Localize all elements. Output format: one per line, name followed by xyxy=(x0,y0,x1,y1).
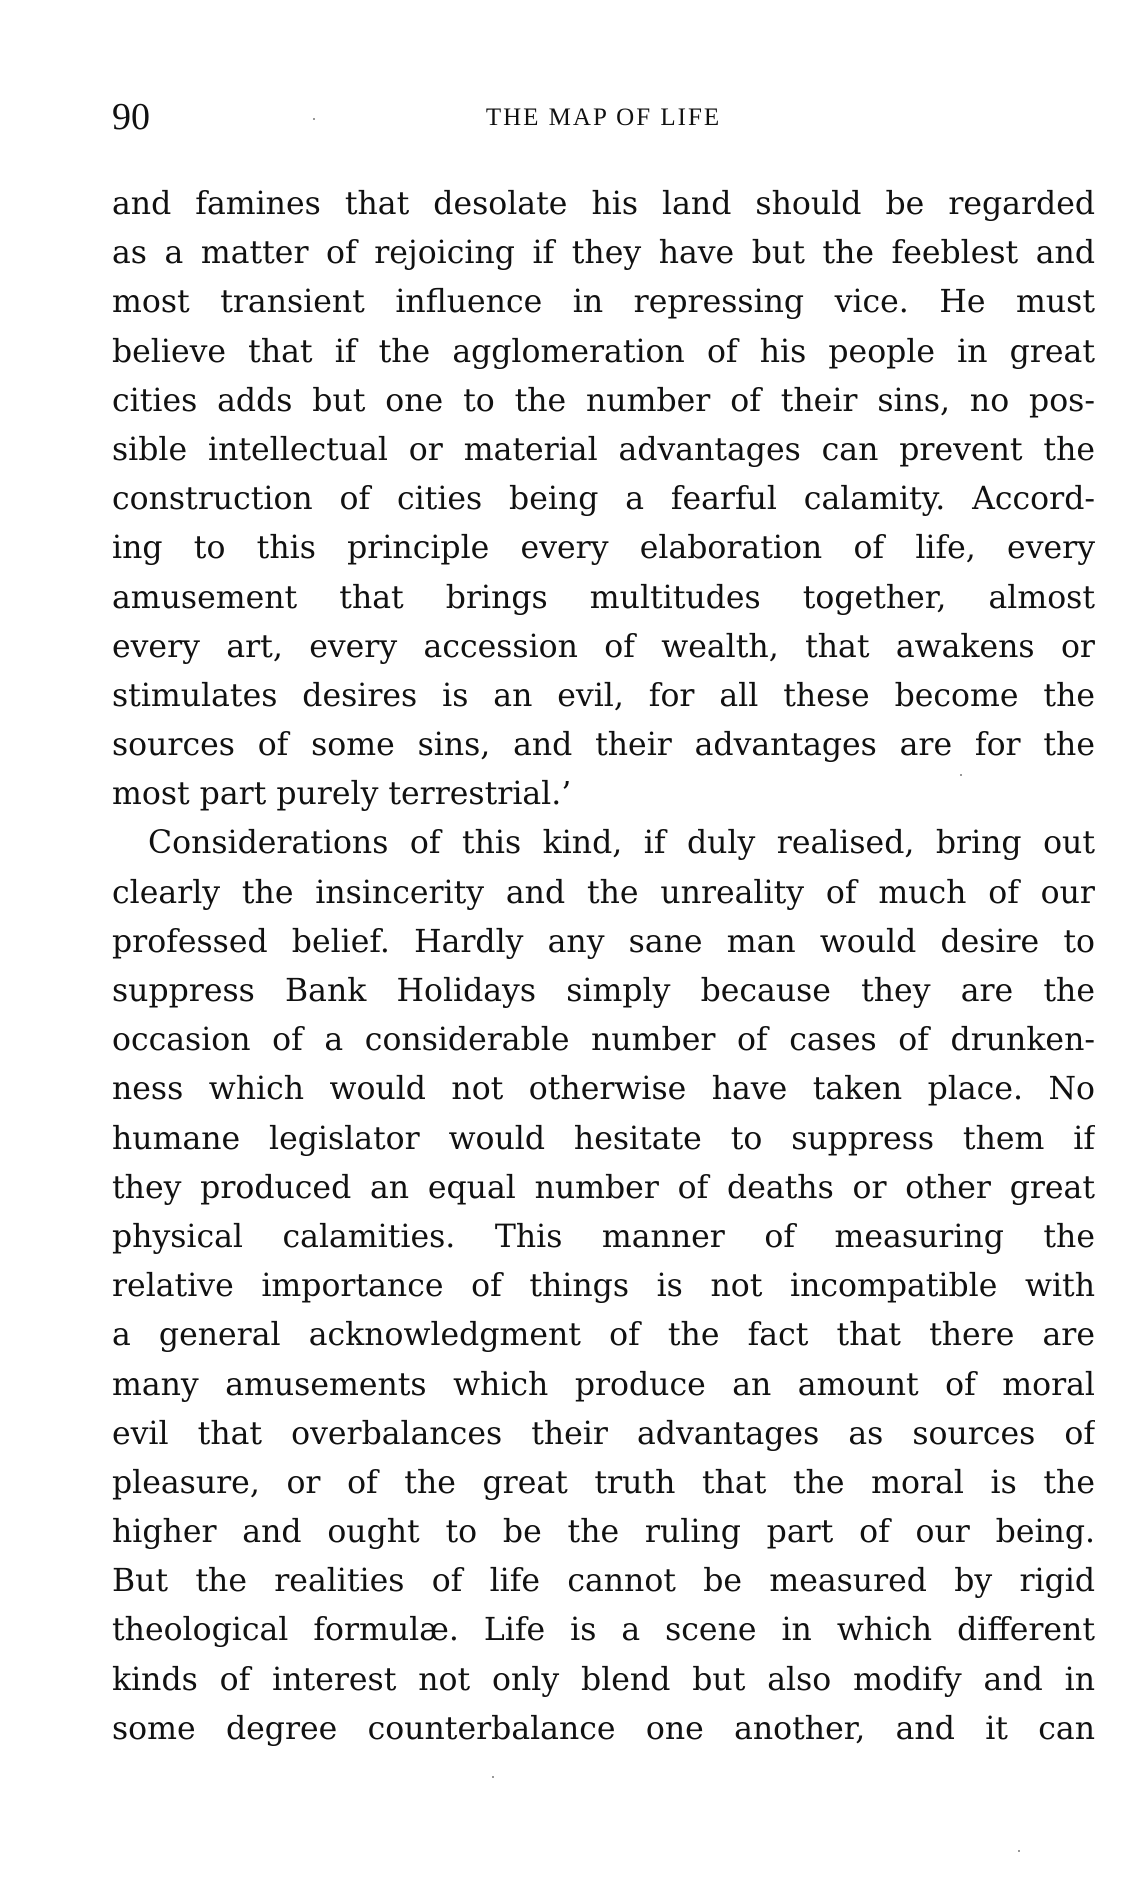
text-line: clearly the insincerity and the unreality of much of our xyxy=(112,874,1095,911)
paragraph-2 xyxy=(112,819,1095,1754)
text-line: amusement that brings multitudes together, almost xyxy=(112,579,1095,616)
text-line: cities adds but one to the number of their sins, no pos- xyxy=(112,382,1095,419)
scan-speck xyxy=(492,1776,494,1778)
text-line: physical calamities. This manner of measuring the xyxy=(112,1218,1095,1255)
text-line: humane legislator would hesitate to suppress them if xyxy=(112,1120,1095,1157)
text-line: sources of some sins, and their advantages are for the xyxy=(112,727,1095,764)
text-line: But the realities of life cannot be measured by rigid xyxy=(112,1563,1095,1600)
scan-speck xyxy=(960,774,962,776)
text-line: ness which would not otherwise have taken place. No xyxy=(112,1071,1095,1108)
body-text xyxy=(112,180,1095,1754)
scan-speck xyxy=(1018,1850,1020,1852)
text-line: construction of cities being a fearful calamity. Accord- xyxy=(112,481,1095,518)
text-line: many amusements which produce an amount of moral xyxy=(112,1366,1095,1403)
text-line: they produced an equal number of deaths or other great xyxy=(112,1169,1095,1206)
text-line: Considerations of this kind, if duly realised, bring out xyxy=(148,825,1095,862)
text-line: professed belief. Hardly any sane man would desire to xyxy=(112,923,1095,960)
text-line: ing to this principle every elaboration of life, every xyxy=(112,530,1095,567)
text-line: believe that if the agglomeration of his people in great xyxy=(112,333,1095,370)
text-line: occasion of a considerable number of cases of drunken- xyxy=(112,1022,1095,1059)
text-line: relative importance of things is not incompatible with xyxy=(112,1268,1095,1305)
text-line: stimulates desires is an evil, for all these become the xyxy=(112,677,1095,714)
text-line: a general acknowledgment of the fact that there are xyxy=(112,1317,1095,1354)
text-line: pleasure, or of the great truth that the moral is the xyxy=(112,1464,1095,1501)
running-head: THE MAP OF LIFE xyxy=(485,104,722,131)
text-line: every art, every accession of wealth, that awakens or xyxy=(112,628,1095,665)
paragraph-1 xyxy=(112,180,1095,819)
text-line: suppress Bank Holidays simply because they are the xyxy=(112,973,1095,1009)
text-line: as a matter of rejoicing if they have but the feeblest and xyxy=(112,235,1095,272)
text-line: most transient influence in repressing vice. He must xyxy=(112,284,1095,321)
text-line: higher and ought to be the ruling part of our being. xyxy=(112,1514,1095,1551)
text-line: some degree counterbalance one another, and it can xyxy=(112,1710,1095,1747)
page-header xyxy=(112,92,1095,142)
scan-speck xyxy=(313,118,315,120)
text-line: most part purely terrestrial.’ xyxy=(112,776,572,813)
text-line: evil that overbalances their advantages as sources of xyxy=(112,1415,1095,1452)
text-line: sible intellectual or material advantages can prevent the xyxy=(112,431,1095,468)
text-line: theological formulæ. Life is a scene in which different xyxy=(112,1612,1095,1649)
text-line: and famines that desolate his land should be regarded xyxy=(112,186,1095,222)
page-number: 90 xyxy=(112,96,150,138)
text-line: kinds of interest not only blend but also modify and in xyxy=(112,1661,1095,1698)
